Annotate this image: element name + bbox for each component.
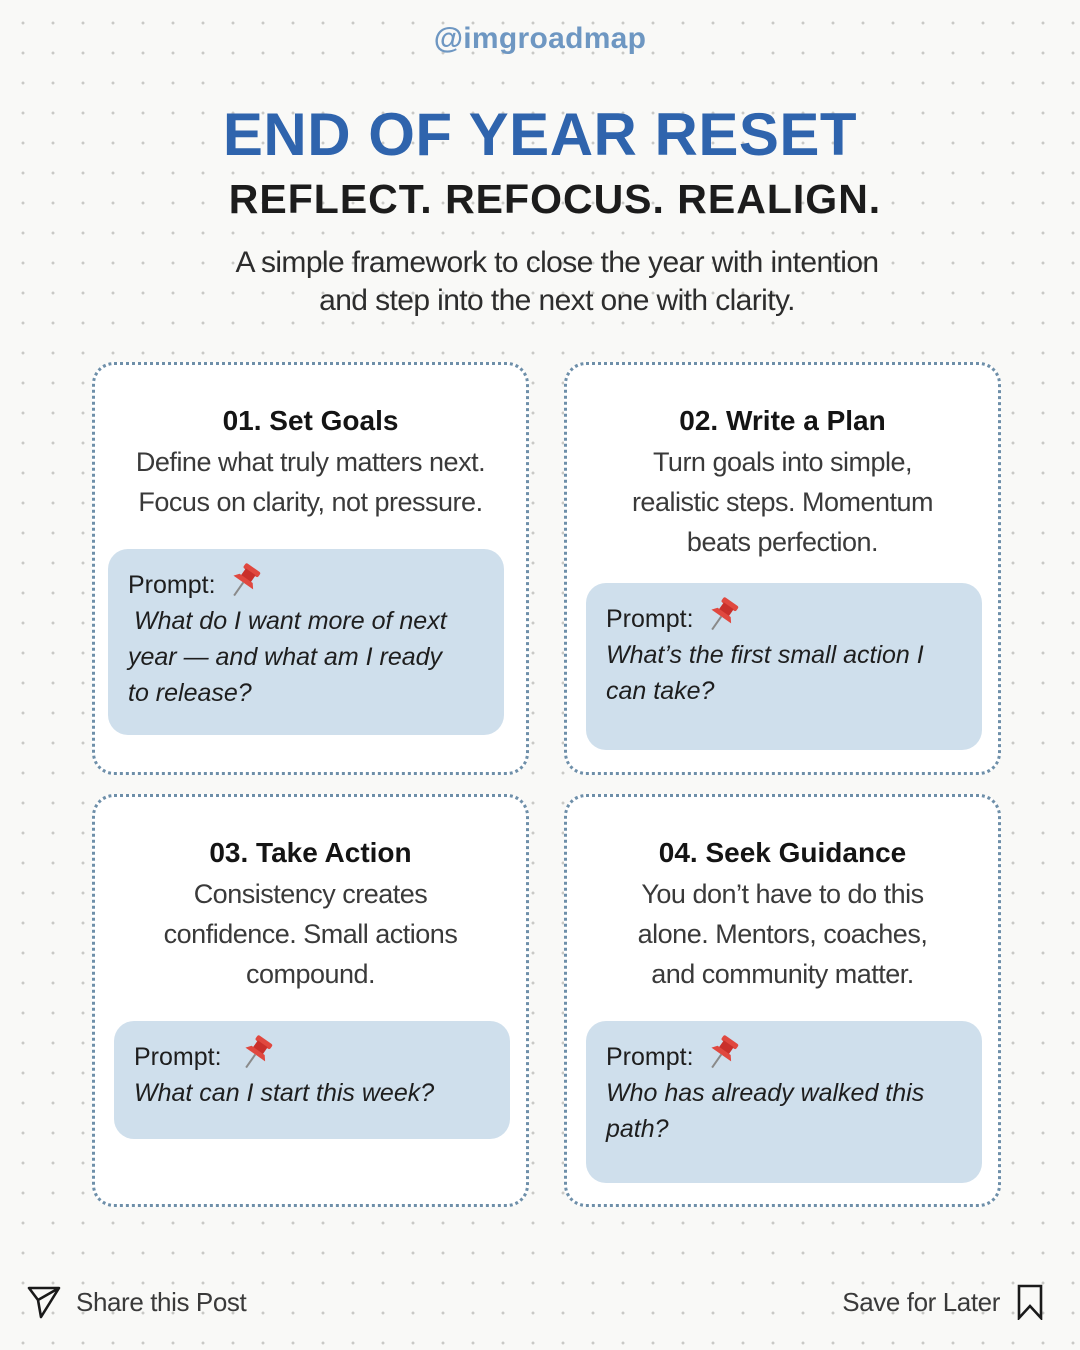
prompt-text-line: can take? xyxy=(606,677,715,705)
card-description-line: You don’t have to do this xyxy=(641,879,924,909)
pushpin-icon xyxy=(236,1031,278,1073)
tagline-line: and step into the next one with clarity. xyxy=(319,284,795,317)
card-description-line: and community matter. xyxy=(651,959,914,989)
prompt-text-line: What can I start this week? xyxy=(134,1079,435,1107)
card-description xyxy=(95,442,526,522)
prompt-text-line: What’s the first small action I xyxy=(606,641,924,669)
card-description-line: Consistency creates xyxy=(193,879,428,909)
card-description-line: Turn goals into simple, xyxy=(652,447,913,477)
paper-plane-icon xyxy=(26,1284,62,1320)
prompt-text-line: Who has already walked this xyxy=(606,1079,925,1107)
prompt-text xyxy=(606,1075,962,1147)
card-description-line: Focus on clarity, not pressure. xyxy=(138,487,483,517)
page-title: END OF YEAR RESET xyxy=(222,101,858,168)
pushpin-icon xyxy=(702,593,744,635)
prompt-text-line: path? xyxy=(606,1115,669,1143)
card-title: 01. Set Goals xyxy=(222,405,399,436)
card-description-line: beats perfection. xyxy=(686,527,879,557)
card-write-a-plan xyxy=(564,362,1001,775)
page-tagline xyxy=(0,244,1080,320)
prompt-label xyxy=(606,1039,962,1075)
pushpin-icon xyxy=(702,1031,744,1073)
card-description-line: confidence. Small actions xyxy=(163,919,458,949)
prompt-label xyxy=(134,1039,490,1075)
card-seek-guidance xyxy=(564,794,1001,1207)
save-for-later-label: Save for Later xyxy=(842,1286,1000,1317)
share-post-button[interactable] xyxy=(26,1284,246,1320)
card-title: 04. Seek Guidance xyxy=(658,837,907,868)
card-description xyxy=(567,442,998,562)
prompt-label-text: Prompt: xyxy=(134,1043,222,1071)
card-description xyxy=(95,874,526,994)
account-handle: @imgroadmap xyxy=(433,22,647,55)
card-title: 02. Write a Plan xyxy=(679,405,886,436)
card-description-line: compound. xyxy=(245,959,376,989)
prompt-box xyxy=(108,549,504,735)
prompt-text-line: year — and what am I ready xyxy=(128,643,443,671)
prompt-box xyxy=(586,583,982,750)
share-post-label: Share this Post xyxy=(76,1286,247,1317)
prompt-text xyxy=(128,603,484,711)
pushpin-icon xyxy=(224,559,266,601)
prompt-text-line: What do I want more of next xyxy=(134,607,447,635)
card-description-line: alone. Mentors, coaches, xyxy=(637,919,928,949)
prompt-label-text: Prompt: xyxy=(606,605,694,633)
prompt-text-line: to release? xyxy=(128,679,252,707)
bookmark-icon xyxy=(1016,1284,1044,1320)
prompt-text xyxy=(606,637,962,709)
prompt-label-text: Prompt: xyxy=(128,571,216,599)
save-for-later-button[interactable] xyxy=(842,1284,1044,1320)
prompt-box xyxy=(586,1021,982,1183)
page-subtitle: REFLECT. REFOCUS. REALIGN. xyxy=(228,176,882,222)
prompt-label-text: Prompt: xyxy=(606,1043,694,1071)
card-description xyxy=(567,874,998,994)
prompt-label xyxy=(128,567,484,603)
card-title: 03. Take Action xyxy=(209,837,412,868)
tagline-line: A simple framework to close the year with intention xyxy=(235,246,879,279)
prompt-label xyxy=(606,601,962,637)
card-set-goals xyxy=(92,362,529,775)
prompt-text xyxy=(134,1075,490,1111)
card-take-action xyxy=(92,794,529,1207)
card-description-line: Define what truly matters next. xyxy=(135,447,486,477)
card-description-line: realistic steps. Momentum xyxy=(631,487,934,517)
prompt-box xyxy=(114,1021,510,1139)
